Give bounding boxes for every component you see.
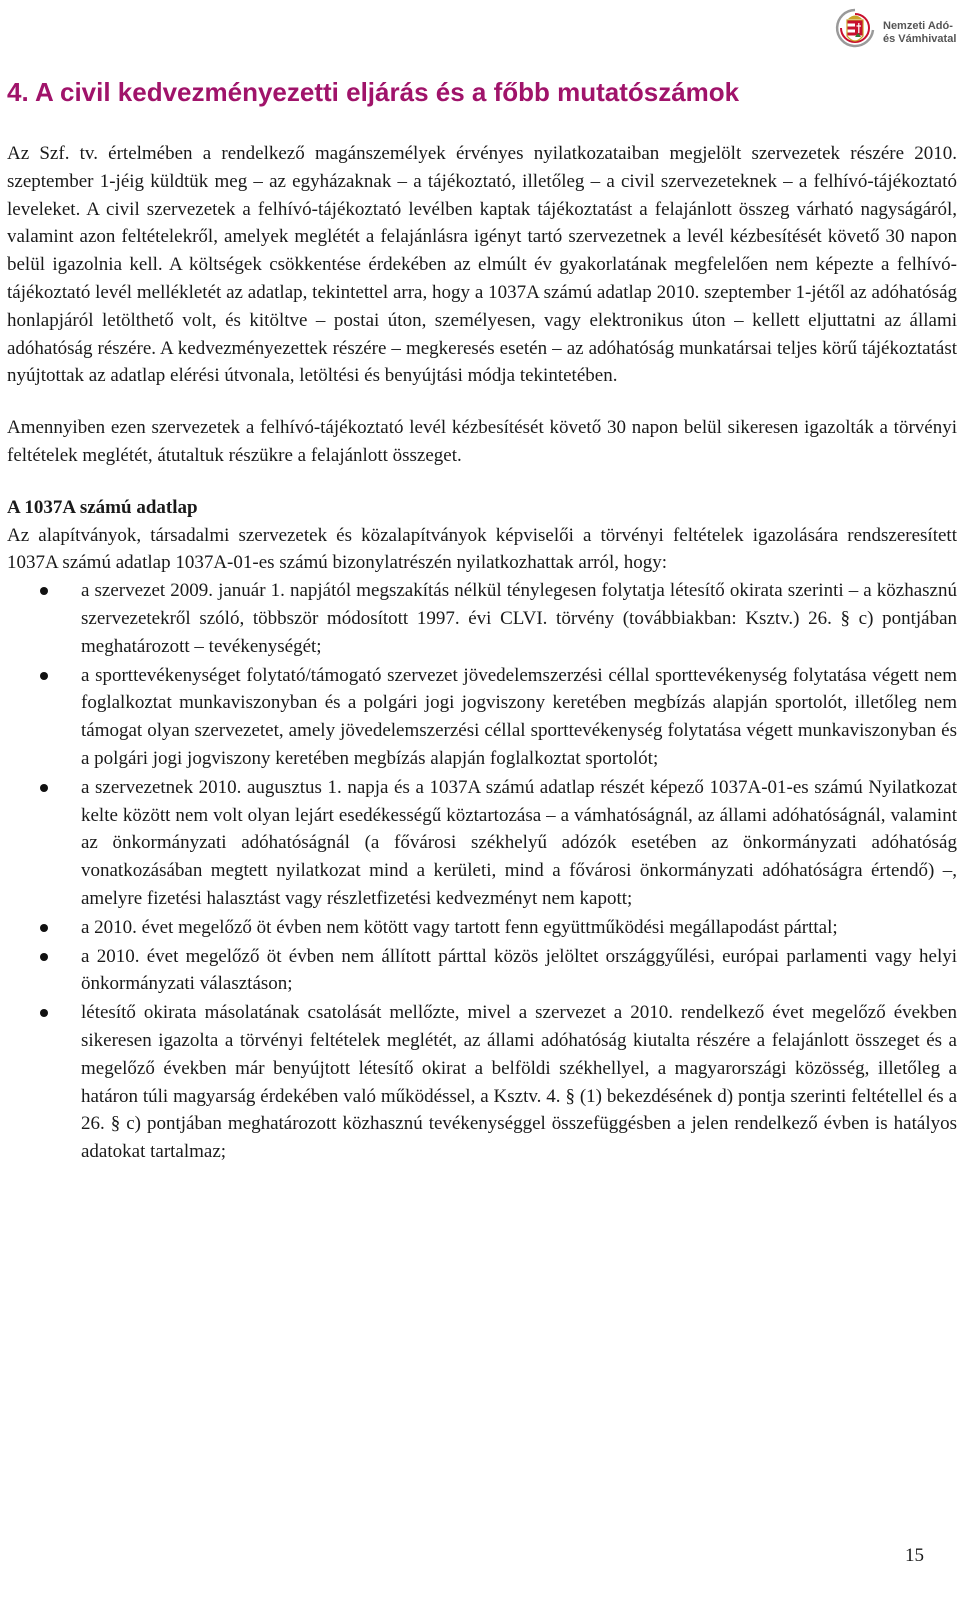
list-item xyxy=(7,577,957,660)
form-section-intro: Az alapítványok, társadalmi szervezetek és közalapítványok képviselői a törvényi feltételek igazolására rendszeresített 1037A számú adatlap 1037A-01-es számú bizonylatrészén nyilatkozhattak arról, hogy: xyxy=(7,524,957,574)
bullet-icon xyxy=(40,587,48,595)
list-item-text: a 2010. évet megelőző öt évben nem állított párttal közös jelöltet országgyűlési, európai parlamenti vagy helyi önkormányzati választáson; xyxy=(81,945,957,995)
list-item xyxy=(7,662,957,773)
form-section xyxy=(7,494,957,577)
bullet-icon xyxy=(40,953,48,961)
bullet-icon xyxy=(40,924,48,932)
nav-logo xyxy=(833,6,959,62)
list-item-text: a szervezet 2009. január 1. napjától megszakítás nélkül ténylegesen folytatja létesítő okirata szerinti – a közhasznú szervezetekről szóló, többször módosított 1997. évi CLVI. törvény (továbbiakban: Ksztv.) 26. § c) pontjában meghatározott – tevékenységét; xyxy=(81,580,957,657)
bullet-icon xyxy=(40,784,48,792)
conditions-list xyxy=(7,577,957,1166)
bullet-icon xyxy=(40,672,48,680)
list-item-text: a 2010. évet megelőző öt évben nem kötött vagy tartott fenn együttműködési megállapodást párttal; xyxy=(81,916,838,938)
list-item xyxy=(7,943,957,999)
list-item-text: létesítő okirata másolatának csatolását mellőzte, mivel a szervezet a 2010. rendelkező évet megelőző években sikeresen igazolta a törvényi feltételek meglétét, az állami adóhatóság kiutalta részére a felajánlott összeget és a megelőző években már benyújtott létesítő okirat a belföldi székhellyel, a magyarországi közösség, illetőleg a határon túli magyarság érdekében való működéssel, a Ksztv. 4. § (1) bekezdésének d) pontja szerinti feltétellel és a 26. § c) pontjában meghatározott közhasznú tevékenységgel összefüggésben a jelen rendelkező évben is hatályos adatokat tartalmaz; xyxy=(81,1002,957,1163)
list-item-text: a szervezetnek 2010. augusztus 1. napja és a 1037A számú adatlap részét képező 1037A-01-es számú Nyilatkozat kelte között nem volt olyan lejárt esedékességű köztartozása – a vámhatóságnál, az állami adóhatóságnál, valamint az önkormányzati adóhatóságnál (a fővárosi székhelyű adózók esetében az önkormányzati adóhatóság vonatkozásában megtett nyilatkozat mind a kerületi, mind a fővárosi önkormányzati adóhatóságra értendő) –, amelyre fizetési halasztást vagy részletfizetési kedvezményt nem kapott; xyxy=(81,776,957,909)
paragraph-transfer: Amennyiben ezen szervezetek a felhívó-tájékoztató levél kézbesítését követő 30 napon belül sikeresen igazolták a törvényi feltételek meglétét, átutaltuk részükre a felajánlott összeget. xyxy=(7,417,957,466)
coat-of-arms-icon xyxy=(833,6,877,60)
list-item xyxy=(7,774,957,913)
form-section-title: A 1037A számú adatlap xyxy=(7,496,198,518)
bullet-icon xyxy=(40,1009,48,1017)
document-body xyxy=(7,72,957,1167)
list-item xyxy=(7,914,957,942)
page-number: 15 xyxy=(905,1545,924,1566)
list-item xyxy=(7,999,957,1166)
agency-name xyxy=(883,20,956,46)
section-heading: 4. A civil kedvezményezetti eljárás és a főbb mutatószámok xyxy=(7,77,740,107)
paragraph-intro: Az Szf. tv. értelmében a rendelkező magánszemélyek érvényes nyilatkozataiban megjelölt szervezetek részére 2010. szeptember 1-jéig küldtük meg – az egyházaknak – a tájékoztató, illetőleg – a civil szervezeteknek – a felhívó-tájékoztató leveleket. A civil szervezetek a felhívó-tájékoztató levélben kaptak tájékoztatást a felajánlott összeg várható nagyságáról, valamint azon feltételekről, amelyek meglétét a felajánlásra igényt tartó szervezetnek a levél kézbesítését követő 30 napon belül igazolnia kell. A költségek csökkentése érdekében az elmúlt év gyakorlatának megfelelően nem képezte a felhívó-tájékoztató levél mellékletét az adatlap, tekintettel arra, hogy a 1037A számú adatlap 2010. szeptember 1-jétől az adóhatóság honlapjáról letölthető volt, és kitöltve – postai úton, személyesen, vagy elektronikus úton – kellett eljuttatni az állami adóhatóság részére. A kedvezményezettek részére – megkeresés esetén – az adóhatóság munkatársai teljes körű tájékoztatást nyújtottak az adatlap elérési útvonala, letöltési és benyújtási módja tekintetében. xyxy=(7,143,957,387)
agency-name-line1: Nemzeti Adó- xyxy=(883,20,953,32)
agency-name-line2: és Vámhivatal xyxy=(883,33,957,45)
list-item-text: a sporttevékenységet folytató/támogató szervezet jövedelemszerzési céllal sporttevékenység folytatása végett nem foglalkoztat munkaviszonyban és a polgári jogi jogviszony keretében megbízás alapján sportolót, illetőleg nem támogat olyan szervezetet, amely jövedelemszerzési céllal sporttevékenység folytatása végett munkaviszonyban és a polgári jogi jogviszony keretében megbízás alapján foglalkoztat sportolót; xyxy=(81,664,957,769)
